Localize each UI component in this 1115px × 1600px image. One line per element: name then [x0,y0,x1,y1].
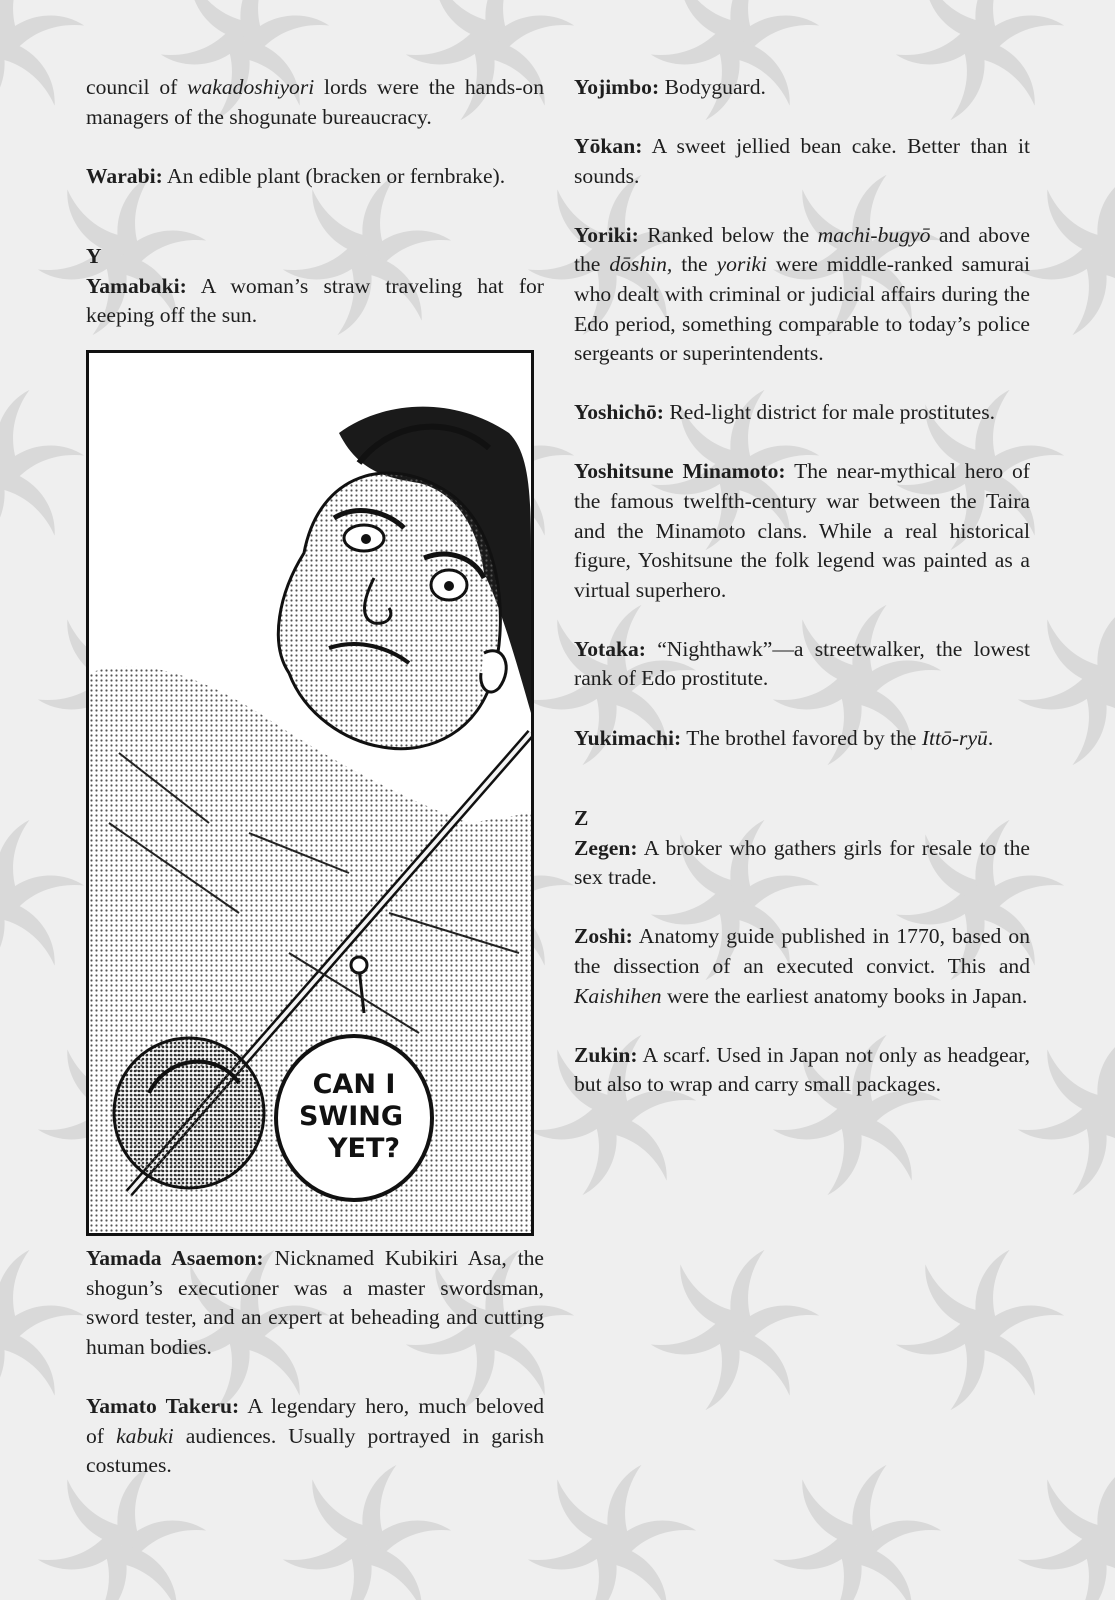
entry-yokan: Yōkan: A sweet jellied bean cake. Better than it sounds. [574,134,1030,188]
right-column [574,73,1030,1129]
entry-yoshicho: Yoshichō: Red-light district for male prostitutes. [574,400,996,425]
entry-yamato-takeru: Yamato Takeru: A legendary hero, much beloved of kabuki audiences. Usually portrayed in garish costumes. [86,1393,545,1478]
entry-yukimachi: Yukimachi: The brothel favored by the Ittō-ryū. [574,725,994,750]
swirl-motif [1018,600,1115,770]
section-letter-y: Y [86,244,102,269]
swirl-motif [1018,170,1115,340]
manga-illustration-panel [86,350,534,1236]
entry-yotaka: Yotaka: “Nighthawk”—a streetwalker, the lowest rank of Edo prostitute. [574,636,1030,691]
swirl-motif [651,1245,819,1415]
speech-bubble-line-3: YET? [327,1133,401,1165]
entry-yamada-asaemon: Yamada Asaemon: Nicknamed Kubikiri Asa, the shogun’s executioner was a master swordsman, sword tester, and an expert at beheading and cutting human bodies. [86,1246,544,1359]
entry-yamabaki: Yamabaki: A woman’s straw traveling hat for keeping off the sun. [86,273,544,328]
swirl-motif [773,1460,941,1600]
entry-warabi: Warabi: An edible plant (bracken or fernbrake). [86,163,506,188]
swirl-motif [1018,1460,1115,1600]
swirl-motif [0,815,84,985]
speech-bubble-line-2: SWING [298,1101,404,1133]
entry-yojimbo: Yojimbo: Bodyguard. [574,75,766,99]
swirl-motif [1018,1030,1115,1200]
swirl-motif [896,1245,1064,1415]
section-letter-z: Z [574,806,589,831]
speech-bubble-line-1: CAN I [312,1069,396,1101]
entry-zoshi: Zoshi: Anatomy guide published in 1770, based on the dissection of an executed convict. This and Kaishihen were the earliest anatomy books in Japan. [574,924,1030,1008]
entry-zukin: Zukin: A scarf. Used in Japan not only as headgear, but also to wrap and carry small packages. [574,1042,1030,1097]
entry-yoriki: Yoriki: Ranked below the machi-bugyō and above the dōshin, the yoriki were middle-ranked samurai who dealt with criminal or judicial affairs during the Edo period, something comparable to today’s police sergeants or superintendents. [574,222,1031,366]
swirl-motif [528,1460,696,1600]
swirl-motif [0,1245,84,1415]
entry-zegen: Zegen: A broker who gathers girls for resale to the sex trade. [574,835,1030,890]
entry-wakadoshiyori-continued: council of wakadoshiyori lords were the hands-on managers of the shogunate bureaucracy. [86,75,544,129]
swirl-motif [0,0,84,125]
swirl-motif [0,385,84,555]
speech-bubble [276,1036,432,1200]
left-column [86,73,544,1510]
entry-yoshitsune-minamoto: Yoshitsune Minamoto: The near-mythical hero of the famous twelfth-century war between the Taira and the Minamoto clans. While a real historical figure, Yoshitsune the folk legend was painted as a virtual superhero. [574,459,1031,602]
